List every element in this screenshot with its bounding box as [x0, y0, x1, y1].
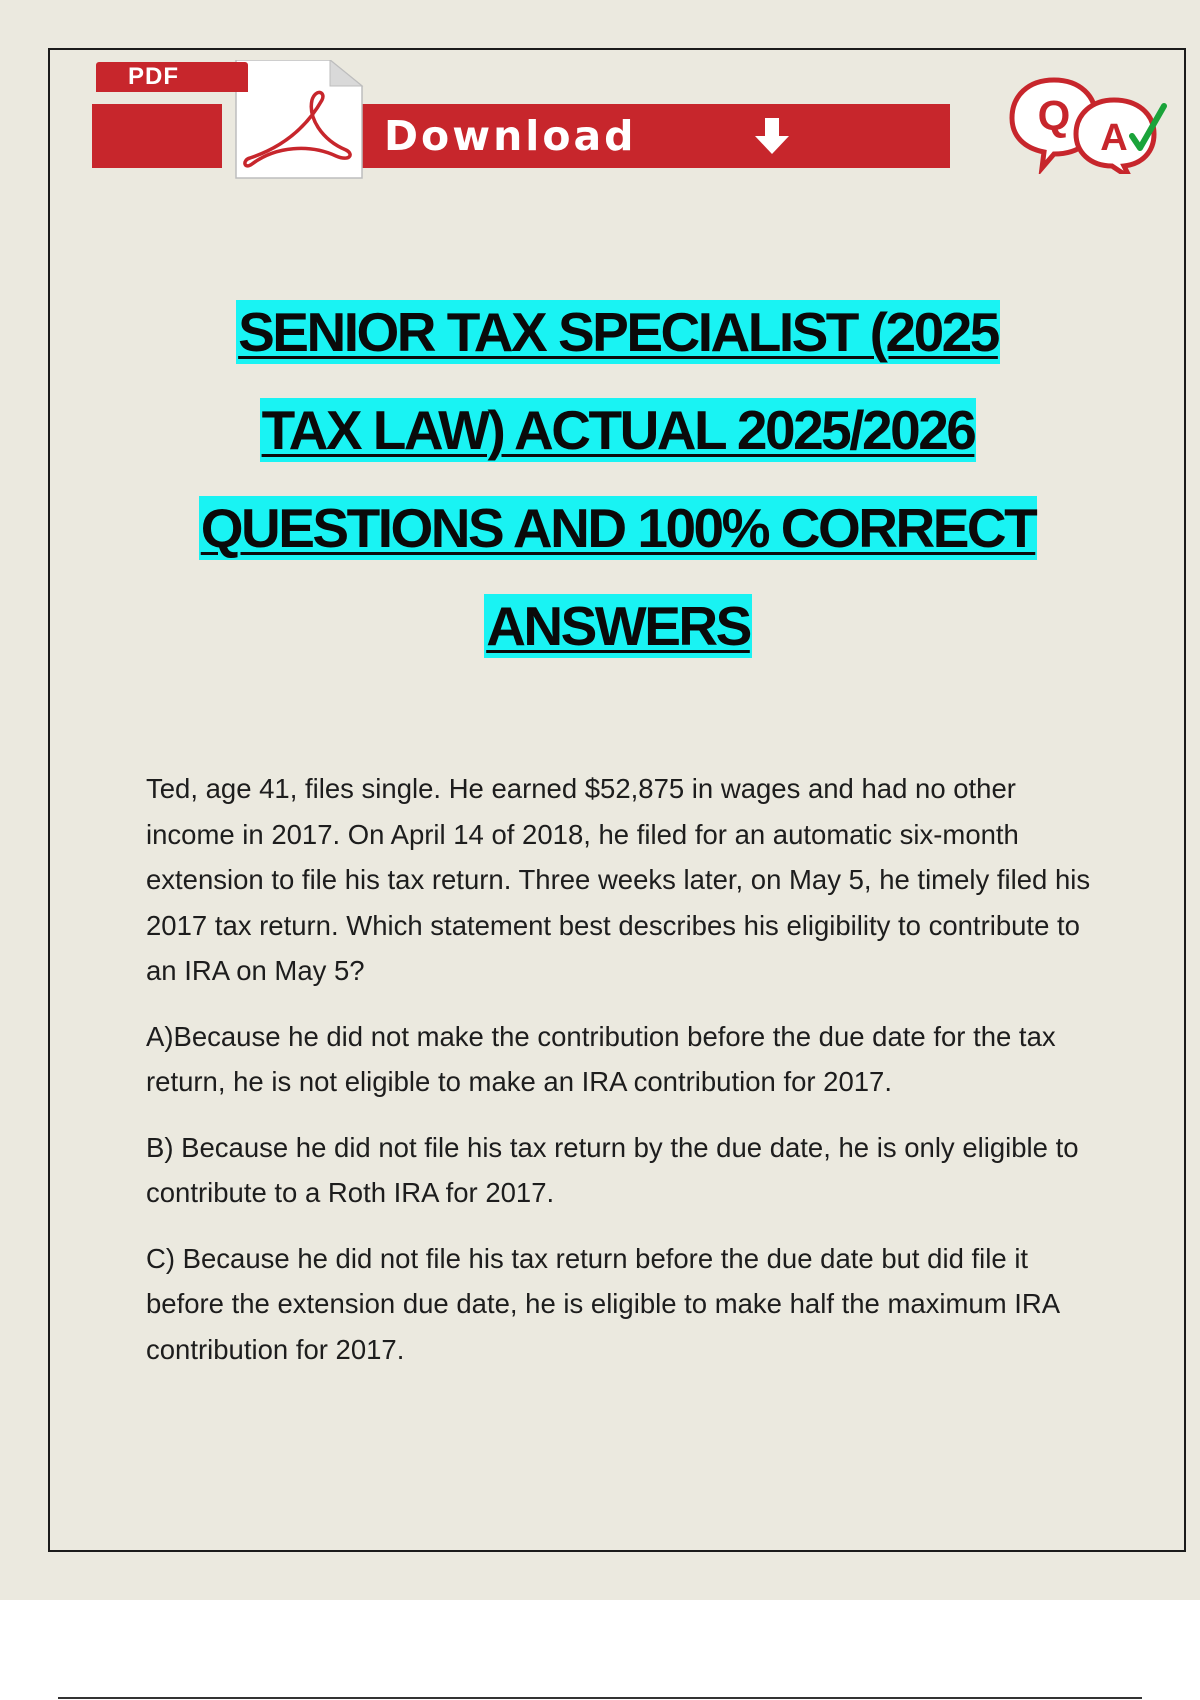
answer-option-a: A)Because he did not make the contribution before the due date for the tax return, he is not eligible to make an IRA contribution for 2017.	[146, 1020, 1056, 1097]
arrow-down-icon	[752, 116, 792, 156]
logo-q-letter: Q	[1037, 92, 1071, 139]
title-line: QUESTIONS AND 100% CORRECT	[200, 497, 1036, 559]
title-line: TAX LAW) ACTUAL 2025/2026	[261, 399, 975, 461]
bottom-divider	[58, 1697, 1142, 1699]
answer-option-c: C) Because he did not file his tax return before the due date but did file it before the extension due date, he is eligible to make half the maximum IRA contribution for 2017.	[146, 1242, 1059, 1365]
pdf-download-banner[interactable]	[92, 60, 858, 180]
download-button[interactable]	[304, 104, 950, 168]
document-title	[100, 300, 1136, 692]
title-line: ANSWERS	[486, 595, 750, 657]
question-stem: Ted, age 41, files single. He earned $52,875 in wages and had no other income in 2017. On April 14 of 2018, he filed for an automatic six-month extension to file his tax return. Three weeks later, on May 5, he timely filed his 2017 tax return. Which statement best describes his eligibility to contribute to an IRA on May 5?	[146, 773, 1091, 986]
title-line: SENIOR TAX SPECIALIST (2025	[238, 301, 998, 363]
download-label: Download	[384, 112, 637, 160]
answer-option-b: B) Because he did not file his tax return by the due date, he is only eligible to contribute to a Roth IRA for 2017.	[146, 1131, 1079, 1208]
question-block	[146, 766, 1096, 1392]
pdf-tab-label: PDF	[96, 62, 248, 92]
qa-logo	[1004, 74, 1174, 174]
logo-a-letter: A	[1100, 117, 1128, 159]
